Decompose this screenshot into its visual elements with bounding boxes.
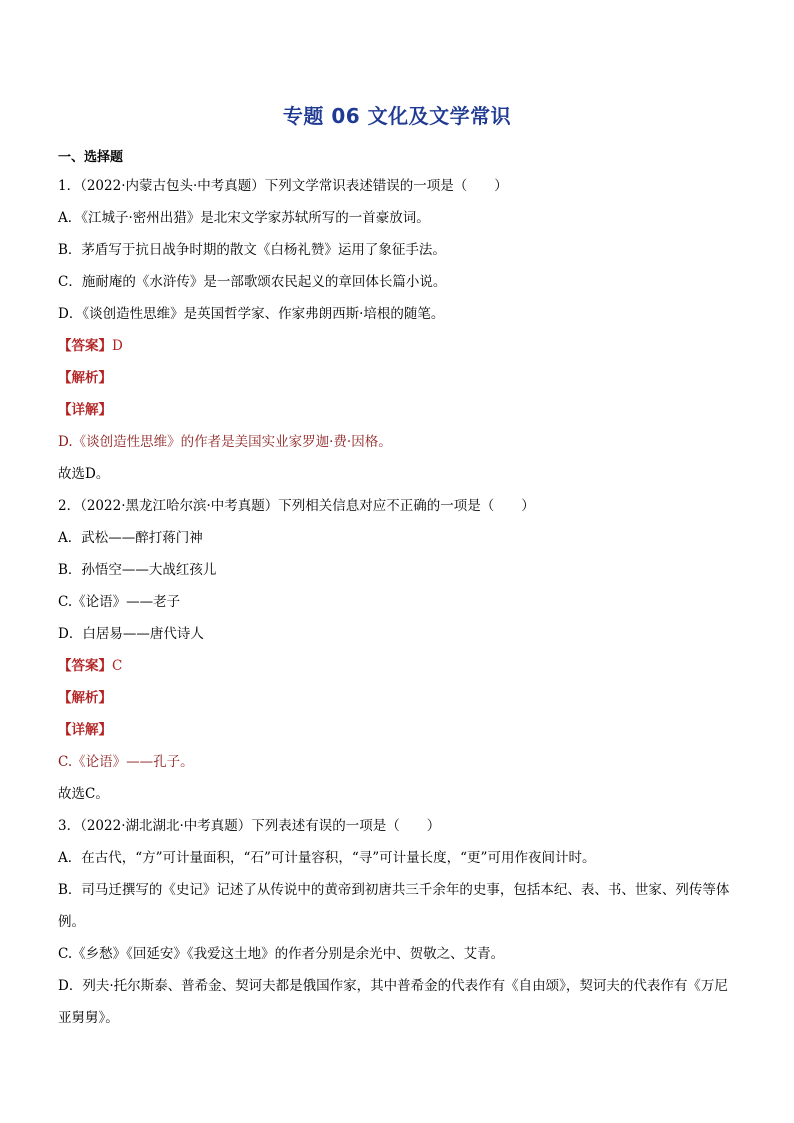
question-1-detail: D.《谈创造性思维》的作者是美国实业家罗迦·费·因格。: [58, 434, 392, 450]
question-2-analysis-label: 【解析】: [58, 690, 112, 706]
answer-value: D: [112, 338, 123, 354]
question-2-option-d: D．白居易——唐代诗人: [58, 626, 204, 642]
question-2-option-c: C.《论语》——老子: [58, 594, 181, 610]
question-3-option-d: D．列夫·托尔斯泰、普希金、契诃夫都是俄国作家，其中普希金的代表作有《自由颂》，契诃夫的代表作有《万尼亚舅舅》。: [58, 978, 728, 1026]
question-2-answer: [58, 650, 738, 682]
answer-value: C: [112, 658, 123, 674]
question-2-detail: C.《论语》——孔子。: [58, 754, 194, 770]
answer-label: 【答案】: [58, 338, 112, 354]
question-1-answer: [58, 330, 738, 362]
question-1-analysis-label: 【解析】: [58, 370, 112, 386]
question-1-detail-label: 【详解】: [58, 402, 112, 418]
question-1-option-d: D．《谈创造性思维》是英国哲学家、作家弗朗西斯·培根的随笔。: [58, 306, 445, 322]
section-heading: 一、选择题: [58, 150, 124, 165]
question-1-option-a: A．《江城子·密州出猎》是北宋文学家苏轼所写的一首豪放词。: [58, 210, 430, 226]
question-3-option-b: B．司马迁撰写的《史记》记述了从传说中的黄帝到初唐共三千余年的史事，包括本纪、表、书、世家、列传等体例。: [58, 882, 730, 930]
question-1-stem: 1．（2022·内蒙古包头·中考真题）下列文学常识表述错误的一项是（ ）: [58, 178, 508, 194]
question-2-detail-label: 【详解】: [58, 722, 112, 738]
question-3-stem: 3．（2022·湖北湖北·中考真题）下列表述有误的一项是（ ）: [58, 818, 441, 834]
question-2-option-b: B．孙悟空——大战红孩儿: [58, 562, 217, 578]
question-1-option-b: B．茅盾写于抗日战争时期的散文《白杨礼赞》运用了象征手法。: [58, 242, 446, 258]
question-2-conclusion: 故选C。: [58, 786, 109, 802]
question-3-option-c: C.《乡愁》《回延安》《我爱这土地》的作者分别是余光中、贺敬之、艾青。: [58, 946, 505, 962]
page-title: 专题 06 文化及文学常识: [282, 104, 512, 128]
question-1-conclusion: 故选D。: [58, 466, 110, 482]
question-2-stem: 2．（2022·黑龙江哈尔滨·中考真题）下列相关信息对应不正确的一项是（ ）: [58, 498, 535, 514]
question-2-option-a: A．武松——醉打蒋门神: [58, 530, 203, 546]
question-3-option-a: A．在古代，“方”可计量面积，“石”可计量容积，“寻”可计量长度，“更”可用作夜间计时。: [58, 850, 596, 866]
answer-label: 【答案】: [58, 658, 112, 674]
document-body: [58, 170, 738, 1034]
question-1-option-c: C．施耐庵的《水浒传》是一部歌颂农民起义的章回体长篇小说。: [58, 274, 447, 290]
